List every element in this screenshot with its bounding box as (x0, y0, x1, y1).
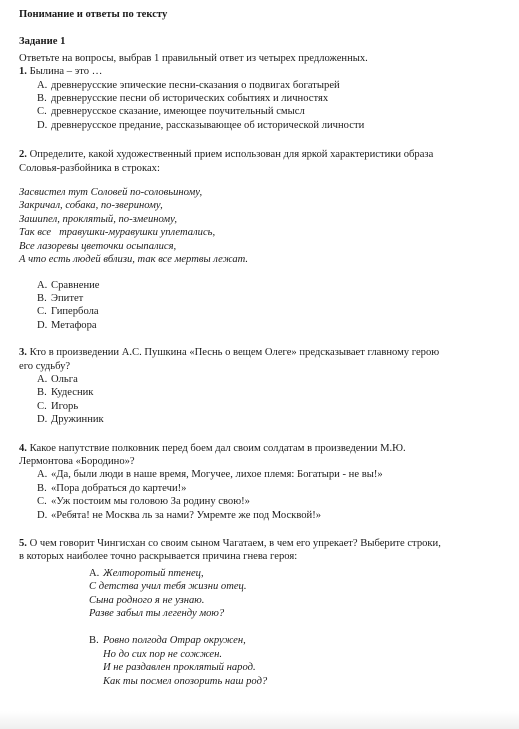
question-text: Какое напутствие полковник перед боем дал своим солдатам в произведении М.Ю. (29, 442, 406, 454)
poem-line: Так все травушки-муравушки уплетались, (19, 227, 216, 239)
verse-lines (89, 648, 513, 688)
verse-line: С детства учил тебя жизни отец. (89, 581, 247, 593)
verse-line: Как ты посмел опозорить наш род? (103, 675, 268, 687)
document (19, 8, 513, 698)
task-heading: Задание 1 (19, 36, 66, 48)
verse-line: И не раздавлен проклятый народ. (103, 662, 256, 674)
answer-option: A. «Да, были люди в наше время, Могучее, лихое племя: Богатыри - не вы!» (37, 469, 383, 481)
verse-lines (89, 580, 513, 620)
poem-line: Закричал, собака, по-звериному, (19, 200, 163, 212)
answer-options (19, 373, 513, 427)
answer-option: D. Метафора (37, 319, 97, 331)
poem-line: Зашипел, проклятый, по-змеиному, (19, 213, 177, 225)
answer-options (19, 567, 513, 688)
question-text: О чем говорит Чингисхан со своим сыном Чагатаем, в чем его упрекает? Выберите строки, (29, 538, 441, 549)
question-text-continued: Соловья-разбойника в строках: (19, 162, 160, 174)
answer-option: B. Кудесник (37, 387, 94, 399)
question-5 (19, 537, 513, 688)
answer-option: B. Эпитет (37, 292, 84, 304)
answer-option: B. «Пора добраться до картечи!» (37, 482, 187, 494)
answer-option: C. Игорь (37, 400, 79, 412)
question-text-continued: Лермонтова «Бородино»? (19, 455, 135, 467)
question-text-continued: его судьбу? (19, 360, 71, 372)
question-number: 3. (19, 347, 27, 359)
question-3 (19, 346, 513, 426)
poem-line: Засвистел тут Соловей по-соловьиному, (19, 187, 203, 199)
answer-option: C. древнерусское сказание, имеющее поучительный смысл (37, 106, 305, 118)
page-bottom-shade (0, 711, 519, 729)
question-number: 4. (19, 442, 27, 454)
instruction-text: Ответьте на вопросы, выбрав 1 правильный ответ из четырех предложенных. (19, 52, 368, 64)
answer-option: D. «Ребята! не Москва ль за нами? Умремте же под Москвой!» (37, 509, 322, 521)
answer-option: C. «Уж постоим мы головою За родину свою!» (37, 496, 250, 508)
question-number: 1. (19, 66, 27, 78)
answer-options (19, 79, 513, 133)
section-title: Понимание и ответы по тексту (19, 9, 168, 20)
answer-option-b: B. Ровно полгода Отрар окружен, Но до сих пор не сожжен. И не раздавлен проклятый народ. Как ты посмел опозорить наш род? (89, 634, 513, 688)
answer-option: A. Сравнение (37, 279, 100, 291)
answer-options (19, 279, 513, 333)
question-text: Кто в произведении А.С. Пушкина «Песнь о вещем Олеге» предсказывает главному герою (29, 347, 440, 359)
question-number: 5. (19, 538, 27, 549)
question-text-continued: в которых наиболее точно раскрывается причина гнева героя: (19, 551, 298, 563)
verse-line: Но до сих пор не сожжен. (103, 648, 223, 660)
question-text: Определите, какой художественный прием использован для яркой характеристики образа (29, 149, 434, 161)
answer-options (19, 468, 513, 522)
poem-excerpt (19, 186, 513, 266)
question-2 (19, 148, 513, 332)
answer-option: A. Ольга (37, 373, 78, 385)
answer-option: A. древнерусские эпические песни-сказания о подвигах богатырей (37, 79, 340, 91)
answer-option-a: A. Желторотый птенец, С детства учил тебя жизни отец. Сына родного я не узнаю. Разве забыл ты легенду мою? (89, 567, 513, 621)
verse-line: Сына родного я не узнаю. (89, 594, 205, 606)
question-1 (19, 65, 513, 132)
answer-option: D. древнерусское предание, рассказывающее об исторической личности (37, 119, 365, 131)
answer-option: B. древнерусские песни об исторических событиях и личностях (37, 93, 329, 105)
question-4 (19, 442, 513, 522)
question-number: 2. (19, 149, 27, 161)
answer-option: C. Гипербола (37, 306, 99, 318)
verse-line: Разве забыл ты легенду мою? (89, 608, 225, 620)
poem-line: А что есть людей вблизи, так все мертвы лежат. (19, 254, 249, 266)
answer-option: D. Дружинник (37, 414, 104, 426)
poem-line: Все лазоревы цветочки осыпалися, (19, 240, 177, 252)
question-text: Былина – это … (29, 66, 103, 78)
